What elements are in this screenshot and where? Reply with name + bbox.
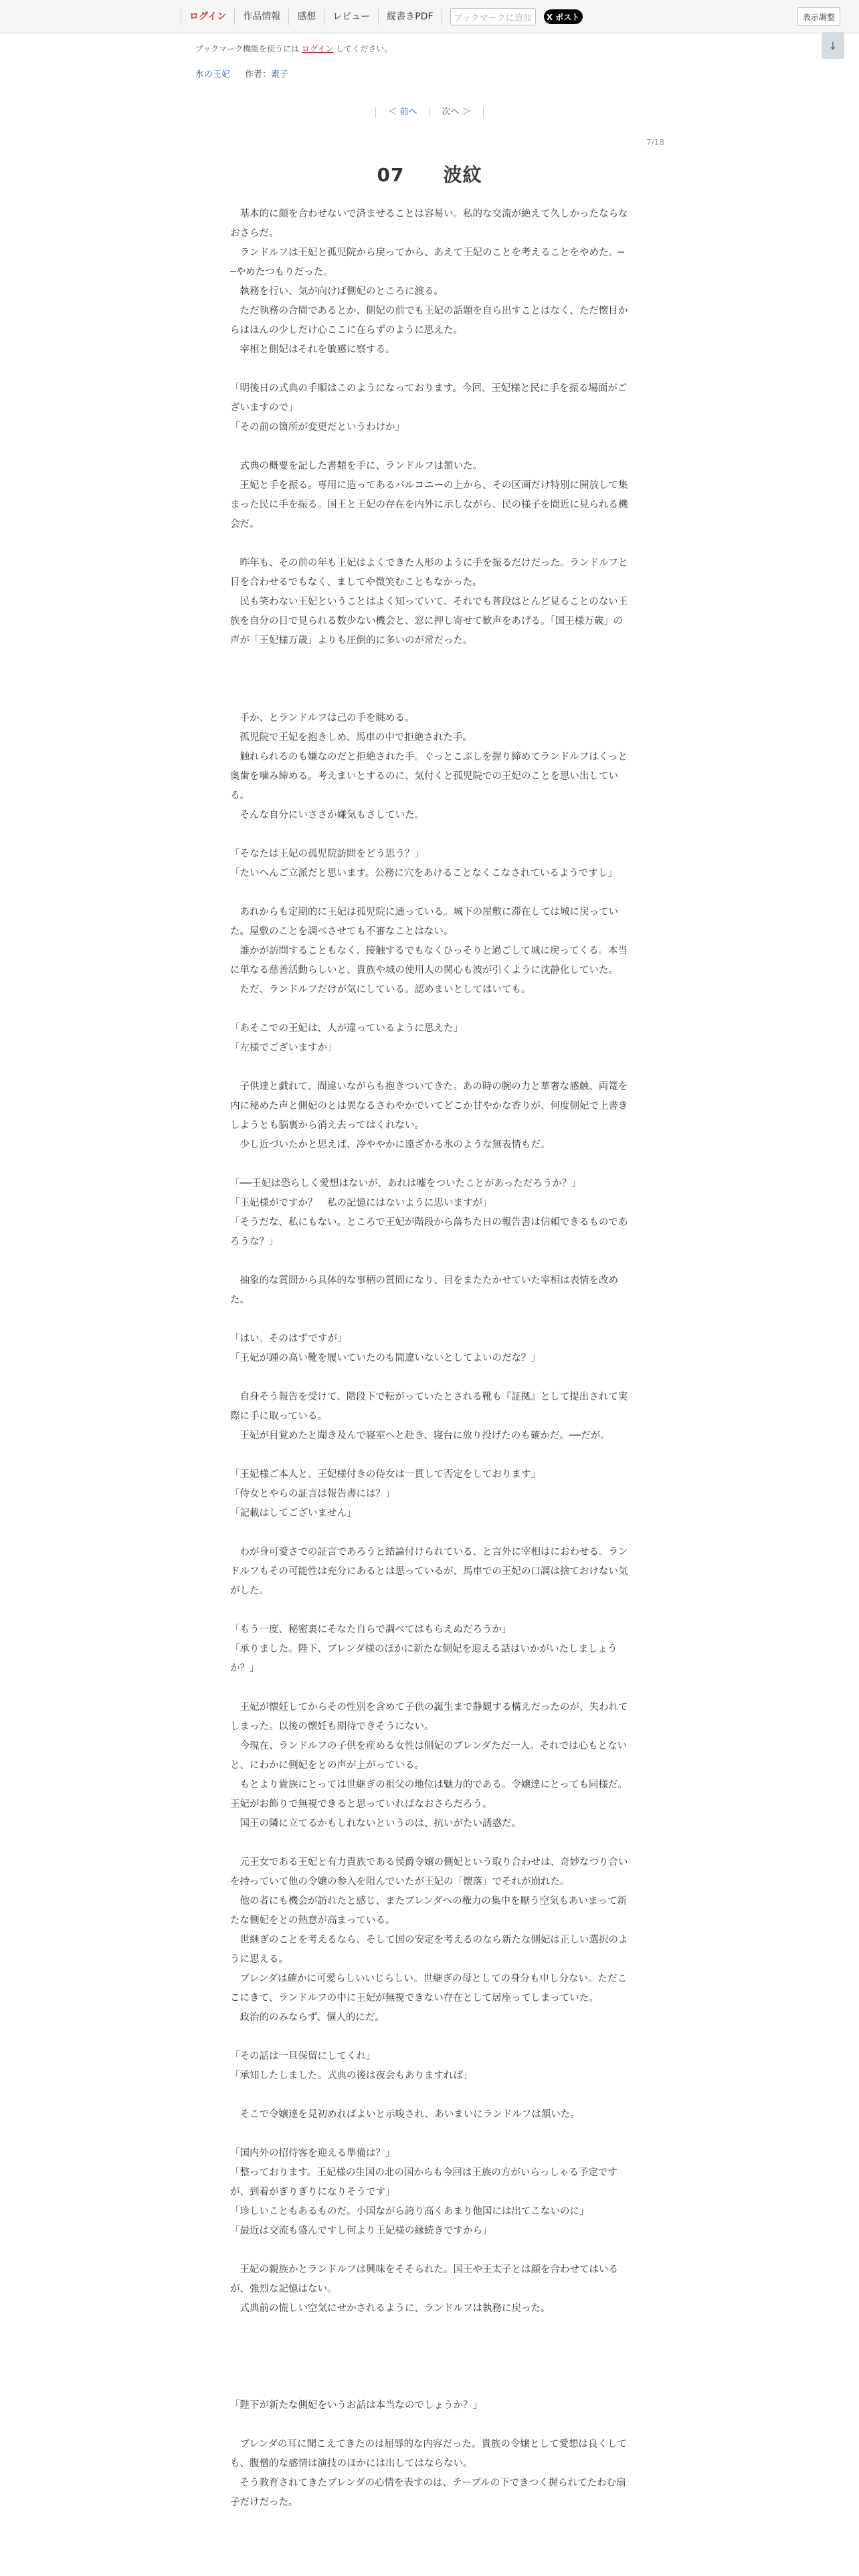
body-paragraph xyxy=(230,883,629,903)
chapter-title: 07 波紋 xyxy=(377,164,482,186)
body-paragraph xyxy=(230,1155,629,1174)
body-paragraph: 国王の隣に立てるかもしれないというのは、抗いがたい誘惑だ。 xyxy=(230,1818,521,1829)
body-paragraph xyxy=(230,1252,629,1271)
body-paragraph xyxy=(230,1834,629,1853)
body-paragraph: 王妃が懐妊してからその性別を含めて子供の誕生まで静観する構えだったのが、失われてしまった。以後の懐妊も期待できそうにない。 xyxy=(230,1702,628,1732)
body-paragraph: 抽象的な質問から具体的な事柄の質問になり、目をまたたかせていた宰相は表情を改めた。 xyxy=(230,1275,618,1305)
body-paragraph: ただ、ランドルフだけが気にしている。認めまいとしてはいても。 xyxy=(230,984,531,995)
body-paragraph: 政治的のみならず、個人的にだ。 xyxy=(230,2012,385,2023)
body-paragraph: 「あそこでの王妃は、人が違っているように思えた」 xyxy=(230,1023,463,1034)
chapter-pager xyxy=(0,107,859,118)
body-paragraph: 式典の概要を記した書類を手に、ランドルフは頷いた。 xyxy=(230,461,482,471)
body-paragraph: 「左様でございますか」 xyxy=(230,1043,337,1053)
body-paragraph: 「最近は交流も盛んですし何より王妃様の縁続きですから」 xyxy=(230,2226,492,2236)
body-paragraph xyxy=(230,1679,629,1698)
body-paragraph: 孤児院で王妃を抱きしめ、馬車の中で拒絶された手。 xyxy=(230,732,472,743)
body-paragraph xyxy=(230,2241,629,2260)
body-paragraph: 「王妃様ご本人と、王妃様付きの侍女は一貫して否定をしております」 xyxy=(230,1469,541,1480)
body-paragraph: 他の者にも機会が訪れたと感じ、またブレンダへの権力の集中を厭う空気もあいまって新たな側妃をとの熱意が高まっている。 xyxy=(230,1896,627,1926)
body-paragraph xyxy=(230,1310,629,1329)
top-bar xyxy=(0,0,859,33)
notice-prefix: ブックマーク機能を使うには xyxy=(195,44,300,53)
scroll-down-icon[interactable]: ↓ xyxy=(822,32,844,59)
next-chapter-link[interactable]: 次へ ＞ xyxy=(430,107,484,118)
body-paragraph: 「珍しいこともあるものだ。小国ながら誇り高くあまり他国には出てこないのに」 xyxy=(230,2206,589,2217)
body-paragraph: 執務を行い、気が向けば側妃のところに渡る。 xyxy=(230,286,444,297)
body-paragraph: そんな自分にいささか嫌気もさしていた。 xyxy=(230,810,424,821)
body-paragraph: 自身そう報告を受けて、階段下で転がっていたとされる靴も『証拠』として提出されて実際に手に取っている。 xyxy=(230,1392,628,1422)
body-paragraph: 「王妃様がですか？ 私の記憶にはないように思いますが」 xyxy=(230,1198,492,1208)
body-paragraph: 式典前の慌しい空気にせかされるように、ランドルフは執務に戻った。 xyxy=(230,2303,551,2314)
body-paragraph: 「王妃が踵の高い靴を履いていたのも間違いないとしてよいのだな？」 xyxy=(230,1353,541,1364)
body-paragraph: あれからも定期的に王妃は孤児院に通っている。城下の屋敷に滞在しては城に戻っていた。屋敷のことを調べさせても不審なことはない。 xyxy=(230,907,618,937)
body-paragraph: 「陛下が新たな側妃をいうお話は本当なのでしょうか？」 xyxy=(230,2400,482,2411)
body-paragraph xyxy=(230,1000,629,1019)
body-paragraph: ブレンダは確かに可愛らしいいじらしい。世継ぎの母としての身分も申し分ない。ただここにきて、ランドルフの中に王妃が無視できない存在として居座ってしまっていた。 xyxy=(230,1973,627,2004)
add-bookmark-button[interactable]: ブックマークに追加 xyxy=(450,8,536,25)
body-paragraph: 民も笑わない王妃ということはよく知っていて、それでも普段はとんど見ることのない王族を自分の目で見られる数少ない機会と、窓に押し寄せて歓声をあげる。「国王様万歳」の声が「王妃様万歳」よりも圧倒的に多いのが常だった。 xyxy=(230,597,628,646)
breadcrumb xyxy=(195,67,288,80)
x-post-button[interactable]: X ポスト xyxy=(544,9,583,24)
body-paragraph: もとより貴族にとっては世継ぎの祖父の地位は魅力的である。令嬢達にとっても同様だ。王妃がお飾りで無視できると思っていればなおさらだろう。 xyxy=(230,1780,628,1810)
body-paragraph: 少し近づいたかと思えば、冷ややかに遠ざかる氷のような無表情もだ。 xyxy=(230,1140,551,1150)
body-paragraph xyxy=(230,1058,629,1077)
body-paragraph: 触れられるのも嫌なのだと拒絶された手。ぐっとこぶしを握り締めてランドルフはくっと奥歯を噛み締める。考えまいとするのに、気付くと孤児院での王妃のことを思い出している。 xyxy=(230,752,628,801)
body-paragraph xyxy=(230,1601,629,1620)
body-paragraph: 「──王妃は恐らしく愛想はないが、あれは嘘をついたことがあっただろうか？」 xyxy=(230,1178,581,1189)
body-paragraph: 元王女である王妃と有力貴族である侯爵令嬢の側妃という取り合わせは、奇妙なつり合いを持っていて他の令嬢の参入を阻んでいたが王妃の「懐落」でそれが崩れた。 xyxy=(230,1857,628,1887)
review-link[interactable]: レビュー xyxy=(324,9,379,25)
login-link[interactable]: ログイン xyxy=(181,9,235,25)
body-paragraph: 手か、とランドルフは己の手を眺める。 xyxy=(230,713,415,724)
body-paragraph xyxy=(230,360,629,379)
body-paragraph: 「国内外の招待客を迎える準備は？」 xyxy=(230,2148,395,2159)
novel-menu xyxy=(181,8,583,25)
body-paragraph: 基本的に顔を合わせないで済ませることは容易い。私的な交流が絶えて久しかったならなおさらだ。 xyxy=(230,209,628,239)
body-paragraph xyxy=(230,825,629,845)
work-info-link[interactable]: 作品情報 xyxy=(235,9,289,25)
body-paragraph: 宰相と側妃はそれを敏感に察する。 xyxy=(230,344,395,355)
body-paragraph: 「その前の箇所が変更だというわけか」 xyxy=(230,422,405,433)
body-paragraph: 王妃が目覚めたと聞き及んで寝室へと赴き、寝台に放り投げたのも確かだ。──だが。 xyxy=(230,1430,610,1441)
notice-suffix: してください。 xyxy=(336,44,393,53)
body-paragraph: 「その話は一旦保留にしてくれ」 xyxy=(230,2051,376,2062)
body-paragraph: 今現在、ランドルフの子供を産める女性は側妃のブレンダただ一人。それでは心もとないと、にわかに側妃をとの声が上がっている。 xyxy=(230,1741,627,1771)
body-paragraph: 王妃と手を振る。専用に造ってあるバルコニーの上から、その区画だけ特別に開放して集まった民に手を振る。国王と王妃の存在を内外に示しながら、民の様子を間近に見られる機会だ。 xyxy=(230,480,628,530)
body-paragraph xyxy=(230,2125,629,2144)
body-paragraph xyxy=(230,2357,629,2377)
body-paragraph: 「そなたは王妃の孤児院訪問をどう思う？」 xyxy=(230,849,424,859)
body-paragraph: ランドルフは王妃と孤児院から戻ってから、あえて王妃のことを考えることをやめた。──やめたつもりだった。 xyxy=(230,247,624,278)
body-paragraph xyxy=(230,689,629,709)
body-paragraph xyxy=(230,670,629,689)
body-paragraph: 「明後日の式典の手順はこのようになっております。今回、王妃様と民に手を振る場面がございますので」 xyxy=(230,383,628,413)
body-paragraph: 「承知したしました。式典の後は夜会もありますれば」 xyxy=(230,2070,473,2081)
body-paragraph: 「侍女とやらの証言は報告書には？」 xyxy=(230,1489,395,1499)
body-paragraph xyxy=(230,2319,629,2338)
body-paragraph: 子供達と戯れて、間違いながらも抱きついてきた。あの時の腕の力と華奢な感触、両篭を内に秘めた声と側妃のとは異なるさわやかでいてどこか甘やかな香りが、何度側妃で上書きしようとも脳裏から消え去ってはくれない。 xyxy=(230,1081,628,1131)
body-paragraph: ブレンダの耳に聞こえてきたのは屈辱的な内容だった。貴族の令嬢として愛想は良くしても、腹僧的な感情は演技のほかには出してはならない。 xyxy=(230,2439,627,2469)
body-paragraph xyxy=(230,1446,629,1465)
body-paragraph: そこで令嬢達を見初めればよいと示唆され、あいまいにランドルフは頷いた。 xyxy=(230,2109,580,2120)
body-paragraph xyxy=(230,2028,629,2047)
impressions-link[interactable]: 感想 xyxy=(289,9,324,25)
author-label: 作者： xyxy=(245,70,272,80)
body-paragraph xyxy=(230,2377,629,2396)
body-paragraph xyxy=(230,2338,629,2357)
body-paragraph: 「整っております。王妃様の生国の北の国からも今回は王族の方がいらっしゃる予定ですが、到着がぎりぎりになりそうです」 xyxy=(230,2167,617,2197)
body-paragraph: わが身可愛さでの証言であろうと結論付けられている、と言外に宰相はにおわせる。ランドルフもその可能性は充分にあるとは思っているが、馬車での王妃の口調は捨ておけない気がした。 xyxy=(230,1547,628,1596)
body-paragraph: 「記載はしてございません」 xyxy=(230,1508,357,1519)
body-paragraph: ただ執務の合間であるとか、側妃の前でも王妃の話題を自ら出すことはなく、ただ懐目からはほんの少しだけ心ここに在らずのように思えた。 xyxy=(230,306,628,336)
body-paragraph: 王妃の親族かとランドルフは興味をそそられた。国王や王太子とは顔を合わせてはいるが、強烈な記憶はない。 xyxy=(230,2264,618,2294)
page-number: 7/18 xyxy=(646,138,664,147)
body-paragraph: 「たいへんご立派だと思います。公務に穴をあけることなくこなされているようですし」 xyxy=(230,868,617,879)
body-paragraph: 「そうだな、私にもない。ところで王妃が階段から落ちた日の報告書は信頼できるものであろうな？」 xyxy=(230,1217,628,1247)
body-paragraph xyxy=(230,1368,629,1388)
body-paragraph: そう教育されてきたブレンダの心情を表すのは、テーブルの下できつく握られてたわむ扇子だけだった。 xyxy=(230,2478,626,2508)
body-paragraph xyxy=(230,2416,629,2435)
body-paragraph xyxy=(230,534,629,554)
notice-login-link[interactable]: ログイン xyxy=(302,44,334,53)
series-title-link[interactable]: 氷の王妃 xyxy=(195,70,231,80)
display-settings-button[interactable]: 表示調整 xyxy=(797,7,840,26)
body-paragraph: 「承りました。陛下、ブレンダ様のほかに新たな側妃を迎える話はいかがいたしましょうか？」 xyxy=(230,1644,617,1674)
body-paragraph: 誰かが訪問することもなく、接触するでもなくひっそりと過ごして城に戻ってくる。本当に単なる慈善活動らしいと、貴族や城の使用人の関心も波が引くように沈静化していた。 xyxy=(230,946,628,976)
novel-body xyxy=(230,205,629,2512)
body-paragraph: 「もう一度、秘密裏にそなた自らで調べてはもらえぬだろうか」 xyxy=(230,1624,512,1635)
body-paragraph xyxy=(230,437,629,457)
prev-chapter-link[interactable]: ＜ 前へ xyxy=(375,107,430,118)
body-paragraph: 昨年も、その前の年も王妃はよくできた人形のように手を振るだけだった。ランドルフと目を合わせるでもなく、ましてや微笑むこともなかった。 xyxy=(230,558,628,588)
login-notice xyxy=(195,43,392,54)
body-paragraph xyxy=(230,2086,629,2105)
body-paragraph: 「はい。そのはずですが」 xyxy=(230,1333,347,1344)
body-paragraph: 世継ぎのことを考えるなら、そして国の安定を考えるのなら新たな側妃は正しい選択のように思える。 xyxy=(230,1935,628,1965)
author-link[interactable]: 素子 xyxy=(271,70,289,80)
vertical-pdf-link[interactable]: 縦書きPDF xyxy=(379,9,442,25)
body-paragraph xyxy=(230,1523,629,1543)
body-paragraph xyxy=(230,651,629,670)
